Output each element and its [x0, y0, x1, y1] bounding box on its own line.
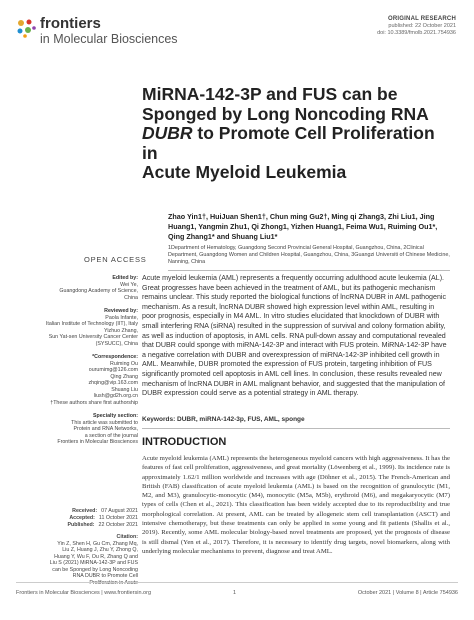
frontiers-logo-icon	[15, 17, 37, 39]
spacer	[16, 406, 138, 410]
editor-line: China	[124, 294, 138, 301]
editor-line: Wei Ye,	[120, 281, 138, 288]
citation-line: Liu Z, Huang J, Zhu Y, Zhong Q,	[62, 547, 138, 553]
doi-link[interactable]: doi: 10.3389/fmolb.2021.754936	[377, 30, 456, 36]
abstract-text: Acute myeloid leukemia (AML) represents a frequently occurring adulthood acute leukemia (AL). Great progresses have been achieved in the treatment of AML, but its pathogenic mechanism remains unclear. This study reported the biological functions of lncRNA DUBR in AML pathogenic mechanism. As a result, lncRNA DUBR showed high expression level within AML, resulting in poor prognosis, especially in M4 AML. In vitro studies elucidated that knockdown of DUBR with small interfering RNA (siRNA) resulted in the suppression of survival and colony formation ability, as well as induction of apoptosis, in AML cells. RNA pull-down assay and computational revealed that DUBR could sponge with miRNA-142-3P and interact with FUS protein. MiRNA-142-3P have a negative correlation with DUBR and overexpression of miRNA-142-3P inhibited cell growth in AML. Meanwhile, DUBR promoted the expression of FUS protein, targeting inhibition of FUS significantly promoted cell apoptosis in AML cell lines. In conclusion, these results revealed new mechanism of lncRNA DUBR in AML malignant behavior, and suggested that the manipulation of DUBR expression could serve as a potential strategy in AML therapy.	[142, 274, 447, 398]
edited-by-label: Edited by:	[112, 275, 138, 281]
citation-block	[16, 534, 138, 586]
date-label: Received:	[72, 508, 98, 514]
date-value: 11 October 2021	[98, 515, 138, 521]
date-row	[16, 515, 138, 522]
specialty-line: a section of the journal	[84, 432, 138, 439]
date-row	[16, 522, 138, 529]
reviewer-line: (SYSUCC), China	[95, 340, 138, 347]
footer-journal-link[interactable]: Frontiers in Molecular Biosciences | www.frontiersin.org	[16, 590, 152, 596]
divider	[168, 270, 450, 271]
journal-brand	[40, 16, 178, 47]
brand-name: frontiers	[40, 15, 101, 32]
title-line	[142, 124, 442, 163]
date-label: Published:	[67, 522, 95, 528]
date-value: 07 August 2021	[101, 508, 138, 514]
author-list[interactable]: Zhao Yin1†, HuiJuan Shen1†, Chun ming Gu2†, Ming qi Zhang3, Zhi Liu1, Jing Huang1, Yangmin Zhu1, Qi Zhong1, Yizhen Huang1, Feima Wu1, Ruiming Ou1*, Qing Zhang1* and Shuang Liu1*	[168, 212, 438, 241]
date-label: Accepted:	[69, 515, 95, 521]
citation-label: Citation:	[116, 534, 138, 540]
keywords	[142, 416, 450, 423]
citation-line: Yin Z, Shen H, Gu Cm, Zhang Mq,	[57, 540, 138, 547]
article-sidebar	[16, 272, 138, 446]
specialty-line: Protein and RNA Networks,	[73, 426, 138, 432]
editor-line: Guangdong Academy of Science,	[59, 288, 138, 294]
citation-line: can be Sponged by Long Noncoding	[52, 566, 138, 573]
spacer	[16, 301, 138, 305]
affiliations: 1Department of Hematology, Guangdong Second Provincial General Hospital, Guangzhou, China, 2Clinical Department, Guangdong Women and Children Hospital, Guangzhou, China, 3Guangzi Universiti of Chinese Medicine, Nanning, China	[168, 245, 450, 265]
correspondent-email[interactable]: zhqing@vip.163.com	[88, 380, 138, 386]
title-line: Sponged by Long Noncoding RNA	[142, 103, 429, 124]
article-type: ORIGINAL RESEARCH	[388, 16, 456, 22]
title-line: MiRNA-142-3P and FUS can be	[142, 84, 398, 104]
article-title	[142, 85, 442, 183]
reviewed-by-label: Reviewed by:	[104, 308, 138, 314]
reviewer-line: Italian Institute of Technology (IIT), Italy	[45, 321, 138, 327]
page-number: 1	[233, 590, 237, 596]
journal-name: in Molecular Biosciences	[40, 32, 178, 46]
correspondent-name: Qing Zhang	[110, 373, 138, 380]
correspondent-name: Ruiming Ou	[110, 360, 138, 367]
title-line-rest: to Promote Cell Proliferation in	[142, 123, 435, 163]
article-dates	[16, 508, 138, 529]
published-date: published: 22 October 2021	[388, 23, 456, 29]
divider	[142, 428, 450, 429]
keywords-list: DUBR, miRNA-142-3p, FUS, AML, sponge	[177, 416, 305, 423]
footer-divider	[16, 582, 458, 583]
specialty-line: This article was submitted to	[71, 419, 138, 426]
section-heading: INTRODUCTION	[142, 436, 227, 448]
correspondent-email[interactable]: liush@gd2h.org.cn	[93, 393, 138, 399]
citation-line: RNA DUBR to Promote Cell	[72, 573, 138, 579]
citation-line: Liu S (2021) MiRNA-142-3P and FUS	[49, 560, 138, 566]
citation-line: Huang Y, Wu F, Ou R, Zhang Q and	[54, 553, 138, 560]
open-access-label: OPEN ACCESS	[84, 255, 147, 264]
correspondence-label: *Correspondence:	[92, 354, 138, 360]
footer-volume-info: October 2021 | Volume 8 | Article 754936	[357, 590, 458, 596]
date-row	[16, 508, 138, 515]
specialty-label: Specialty section:	[92, 413, 138, 419]
title-gene-name: DUBR	[142, 123, 193, 143]
reviewer-line: Yizhuo Zhang,	[104, 327, 138, 334]
keywords-label: Keywords:	[142, 416, 176, 423]
correspondent-name: Shuang Liu	[111, 386, 138, 393]
correspondent-email[interactable]: ourumimg@126.com	[88, 367, 138, 373]
specialty-line: Frontiers in Molecular Biosciences	[57, 439, 138, 445]
introduction-text: Acute myeloid leukemia (AML) represents the heterogeneous myeloid cancers with high aggressiveness. It has the features of fast cell proliferation, aggressiveness, and great mortality (Löwenberg et al., 1999). Its incidence rate is approximately 1.62/1 million worldwide and increases with age (Döhner et al., 2015). The French-American and British (FAB) classification of acute myeloid leukemia (AML) is based on the recognition of granulocytic (M1, M2, and M3), granulocytic-monocytic (M4), monocytic (M5a, M5b), erythroid (M6), and megakaryocytic (M7) types of cells (Chen et al., 2021). This classification has been widely accepted due to its reproducibility and true morphological correlation. At present, AML can be treated by allogeneic stem cell transplantation (ASCT) and intensive chemotherapy, but these treatments can only be applied in some young and fit patients (Shallis et al., 2019). Recently, some AML molecular biology-based novel treatments are proposed, yet the prognosis of disease is still dismal (Yen et al., 2017). Therefore, it is necessary to identify drug targets, novel biomarkers, along with underlying molecular mechanisms to prevent, diagnose and treat AML.	[142, 455, 450, 555]
article-meta	[377, 16, 456, 37]
date-value: 22 October 2021	[98, 522, 138, 528]
reviewer-line: Paola Infante,	[105, 314, 138, 321]
spacer	[16, 347, 138, 351]
equal-contribution-note: †These authors share first authorship	[50, 399, 138, 406]
reviewer-line: Sun Yat-sen University Cancer Center	[48, 334, 138, 340]
title-line: Acute Myeloid Leukemia	[142, 162, 347, 182]
